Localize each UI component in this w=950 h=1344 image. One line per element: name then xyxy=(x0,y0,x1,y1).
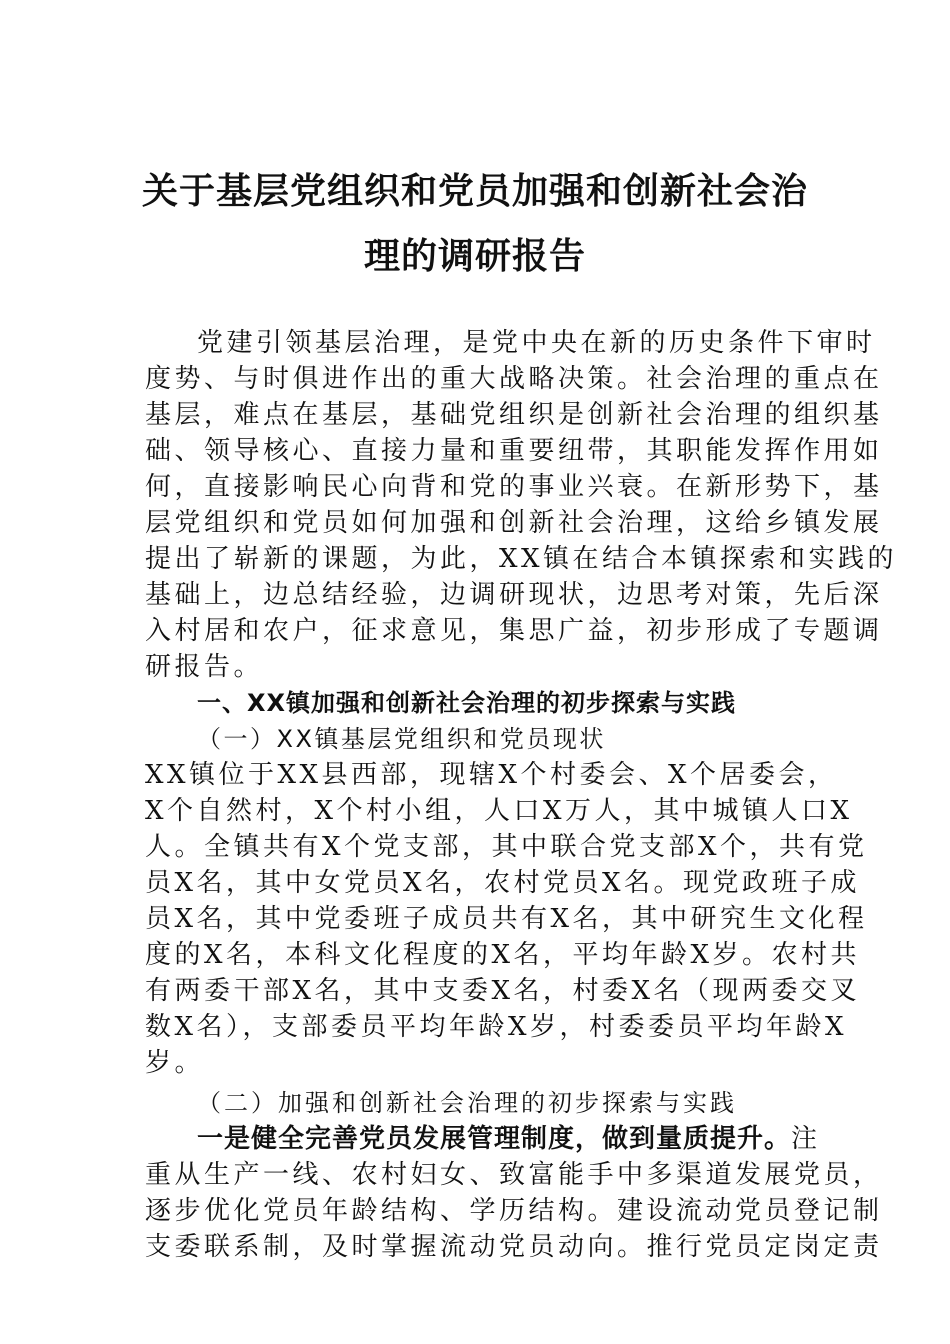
section1-line: 数X名），支部委员平均年龄X岁，村委委员平均年龄X xyxy=(145,1012,848,1042)
intro-line: 基层，难点在基层，基础党组织是创新社会治理的组织基 xyxy=(145,400,883,430)
section1-line: 人。全镇共有X个党支部，其中联合党支部X个，共有党 xyxy=(145,832,868,862)
document-title-line-1: 关于基层党组织和党员加强和创新社会治 xyxy=(141,170,808,212)
point1-line: 重从生产一线、农村妇女、致富能手中多渠道发展党员， xyxy=(145,1160,883,1190)
point1-line: 支委联系制，及时掌握流动党员动向。推行党员定岗定责 xyxy=(145,1232,883,1262)
intro-line: 层党组织和党员如何加强和创新社会治理，这给乡镇发展 xyxy=(145,508,883,538)
intro-line: 党建引领基层治理，是党中央在新的历史条件下审时 xyxy=(197,328,876,358)
point1-line: 逐步优化党员年龄结构、学历结构。建设流动党员登记制 xyxy=(145,1196,883,1226)
section-heading-3: （二）加强和创新社会治理的初步探索与实践 xyxy=(197,1089,737,1117)
section1-line: 岁。 xyxy=(145,1048,205,1078)
intro-line: 础、领导核心、直接力量和重要纽带，其职能发挥作用如 xyxy=(145,436,883,466)
section1-line: 员X名，其中党委班子成员共有X名，其中研究生文化程 xyxy=(145,904,868,934)
document-title-line-2: 理的调研报告 xyxy=(363,235,586,277)
intro-line: 何，直接影响民心向背和党的事业兴衰。在新形势下，基 xyxy=(145,472,883,502)
section-heading-2: （一）XX镇基层党组织和党员现状 xyxy=(197,725,606,753)
intro-line: 研报告。 xyxy=(145,652,264,682)
point1-lead: 一是健全完善党员发展管理制度，做到量质提升。 xyxy=(197,1124,792,1154)
section1-line: 有两委干部X名，其中支委X名，村委X名（现两委交叉 xyxy=(145,976,861,1006)
section1-line: 员X名，其中女党员X名，农村党员X名。现党政班子成 xyxy=(145,868,861,898)
section1-line: 度的X名，本科文化程度的X名，平均年龄X岁。农村共 xyxy=(145,940,861,970)
intro-line: 提出了崭新的课题，为此，XX镇在结合本镇探索和实践的 xyxy=(145,544,898,574)
section-heading-1: 一、XX镇加强和创新社会治理的初步探索与实践 xyxy=(197,689,737,717)
intro-line: 度势、与时俱进作出的重大战略决策。社会治理的重点在 xyxy=(145,364,883,394)
point1-first-line xyxy=(145,1121,821,1157)
section1-line: X个自然村，X个村小组，人口X万人，其中城镇人口X xyxy=(145,796,853,826)
point1-first-rest: 注 xyxy=(791,1124,821,1154)
section1-line: XX镇位于XX县西部，现辖X个村委会、X个居委会， xyxy=(145,760,838,790)
intro-line: 基础上，边总结经验，边调研现状，边思考对策，先后深 xyxy=(145,580,883,610)
document-body xyxy=(145,325,898,1265)
intro-line: 入村居和农户，征求意见，集思广益，初步形成了专题调 xyxy=(145,616,883,646)
